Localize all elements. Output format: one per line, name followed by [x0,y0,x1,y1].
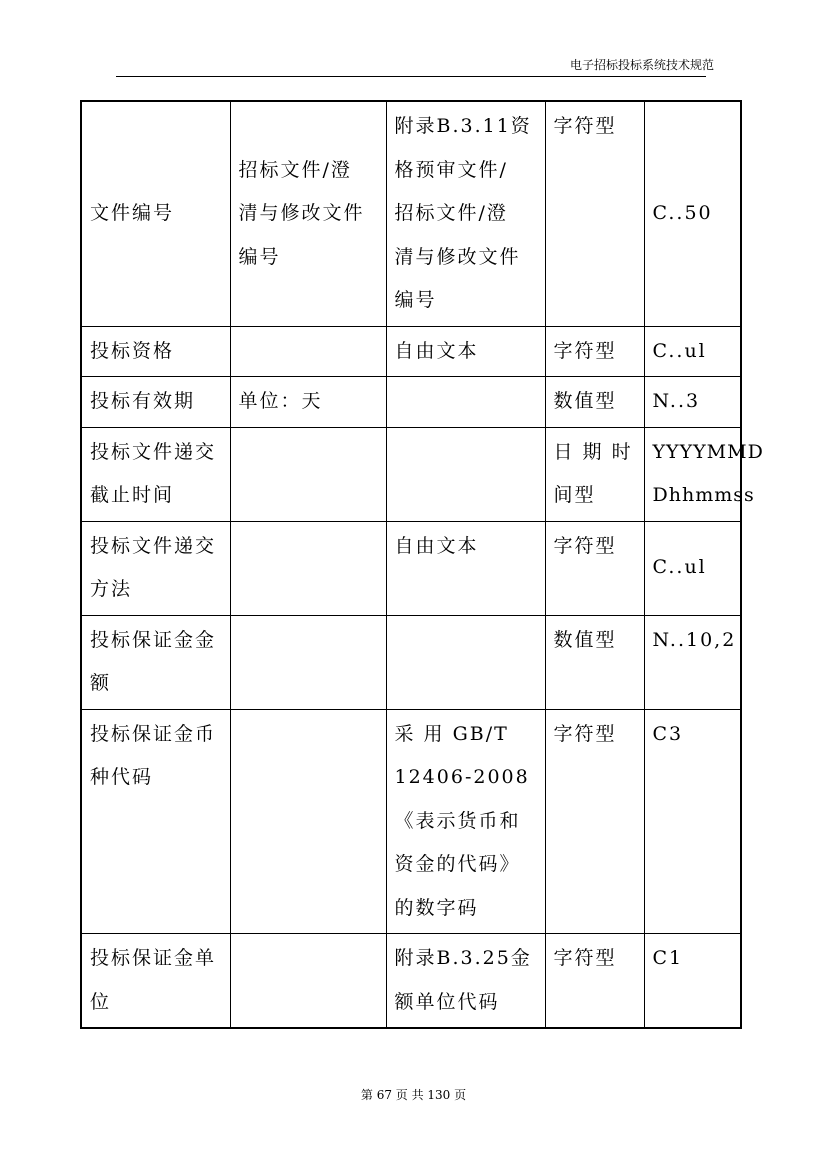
table-row [81,709,741,934]
table-cell [230,427,386,521]
table-cell: 自由文本 [386,521,545,615]
table-row [81,377,741,428]
table-row [81,101,741,326]
table-row [81,934,741,1029]
table-cell: 字符型 [545,521,644,615]
table-cell: 投标保证金金 额 [81,615,230,709]
table-cell [230,615,386,709]
table-cell: 字符型 [545,709,644,934]
table-cell: N..10,2 [644,615,741,709]
table-cell: 自由文本 [386,326,545,377]
table-row [81,521,741,615]
table-cell: 单位：天 [230,377,386,428]
table-cell [230,521,386,615]
table-row [81,427,741,521]
table-cell [230,709,386,934]
table-cell: 附录B.3.25金 额单位代码 [386,934,545,1029]
table-cell: 数值型 [545,615,644,709]
table-cell: YYYYMMD Dhhmmss [644,427,741,521]
table-cell: C..ul [644,521,741,615]
running-header-title: 电子招标投标系统技术规范 [569,58,714,72]
table-cell: 字符型 [545,326,644,377]
table-cell: 附录B.3.11资 格预审文件/ 招标文件/澄 清与修改文件 编号 [386,101,545,326]
table-cell: 字符型 [545,101,644,326]
table-cell: 投标保证金单 位 [81,934,230,1029]
table-cell: C..ul [644,326,741,377]
table-cell: C1 [644,934,741,1029]
table-cell: 数值型 [545,377,644,428]
table-cell [230,934,386,1029]
table-cell [386,427,545,521]
table-cell: 投标资格 [81,326,230,377]
table-cell [386,377,545,428]
header-rule [116,76,706,77]
table-cell: 投标有效期 [81,377,230,428]
data-element-table [80,100,764,1029]
table-cell: 投标文件递交 截止时间 [81,427,230,521]
table-cell [386,615,545,709]
table-cell: 招标文件/澄 清与修改文件 编号 [230,101,386,326]
table-row [81,326,741,377]
table-cell: 采 用 GB/T 12406-2008 《表示货币和 资金的代码》 的数字码 [386,709,545,934]
page-number: 第 67 页 共 130 页 [360,1088,467,1102]
table-row [81,615,741,709]
table-cell: C3 [644,709,741,934]
table-cell: 投标保证金币 种代码 [81,709,230,934]
table-cell: N..3 [644,377,741,428]
table-cell: 字符型 [545,934,644,1029]
table-cell: 日 期 时 间型 [545,427,644,521]
table-cell [230,326,386,377]
table-cell: 投标文件递交 方法 [81,521,230,615]
table-cell: 文件编号 [81,101,230,326]
table-cell: C..50 [644,101,741,326]
